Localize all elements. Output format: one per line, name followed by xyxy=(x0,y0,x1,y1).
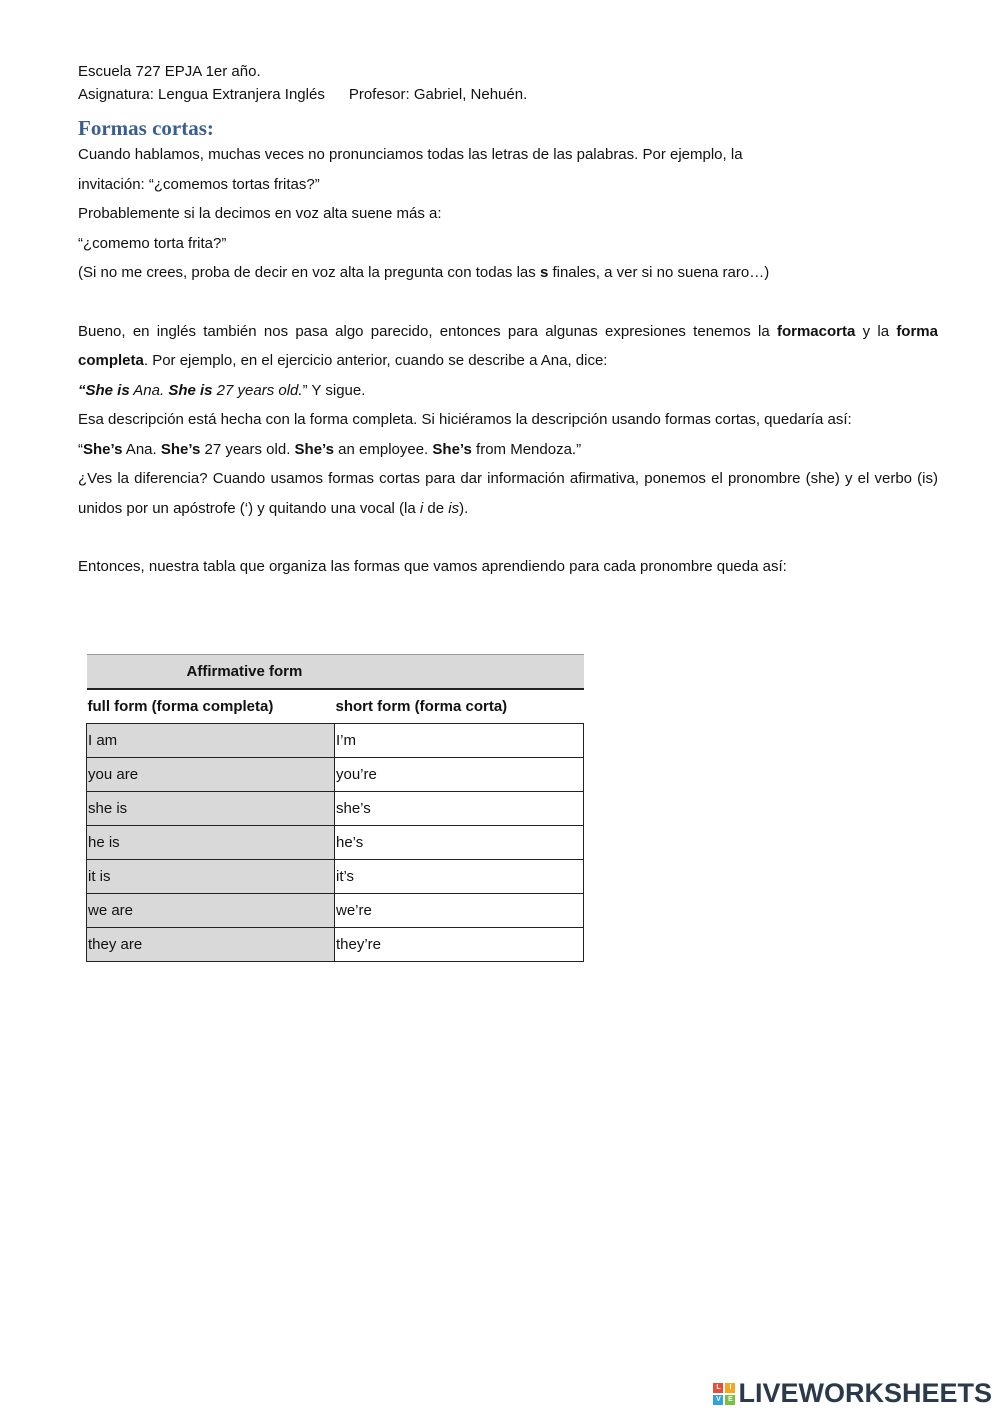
short-form-cell: they’re xyxy=(335,928,584,962)
full-form-cell: he is xyxy=(87,826,335,860)
paragraph-5: Entonces, nuestra tabla que organiza las formas que vamos aprendiendo para cada pronombre queda así: xyxy=(78,558,787,575)
p2-e: . Por ejemplo, en el ejercicio anterior, cuando se describe a Ana, dice: xyxy=(143,352,608,369)
short-form-cell: it’s xyxy=(335,860,584,894)
table-row xyxy=(87,826,584,860)
intro-line-1: Cuando hablamos, muchas veces no pronunciamos todas las letras de las palabras. Por ejemplo, la xyxy=(78,146,743,163)
worksheet-page xyxy=(78,60,938,582)
p4-is: is xyxy=(448,499,460,517)
q1-b: Ana. xyxy=(129,381,169,399)
table-row xyxy=(87,928,584,962)
teacher: Profesor: Gabriel, Nehuén. xyxy=(348,86,528,103)
p2-bold-formacorta: formacorta xyxy=(776,322,856,340)
table-header-row xyxy=(87,689,584,724)
paragraph-3: Esa descripción está hecha con la forma completa. Si hiciéramos la descripción usando formas cortas, quedaría así: xyxy=(78,411,852,428)
short-form-cell: he’s xyxy=(335,826,584,860)
brand-name: LIVEWORKSHEETS xyxy=(738,1378,992,1408)
full-form-cell: she is xyxy=(87,792,335,826)
table-row xyxy=(87,758,584,792)
intro-line-5-a: (Si no me crees, proba de decir en voz alta la pregunta con todas las xyxy=(78,264,540,281)
intro-line-5-bold: s xyxy=(539,264,549,281)
table-row xyxy=(87,860,584,894)
short-form-cell: we’re xyxy=(335,894,584,928)
q1-e: ” Y sigue. xyxy=(302,381,366,399)
table-caption-text: Affirmative form xyxy=(186,663,303,680)
intro-line-2: invitación: “¿comemos tortas fritas?” xyxy=(78,175,320,193)
p4-c: de xyxy=(423,499,449,517)
intro-paragraph xyxy=(78,140,938,288)
full-form-cell: you are xyxy=(87,758,335,792)
short-form-cell: you’re xyxy=(335,758,584,792)
section-title: Formas cortas: xyxy=(78,116,214,140)
paragraph-2 xyxy=(78,317,938,376)
q2-e: 27 years old. xyxy=(200,440,295,458)
q1-a: “She is xyxy=(78,381,130,399)
q2-b: She’s xyxy=(83,440,123,458)
intro-line-5-c: finales, a ver si no suena raro…) xyxy=(548,264,770,281)
p4-i: i xyxy=(419,499,424,517)
p2-c: y la xyxy=(855,322,897,340)
q2-i: from Mendoza.” xyxy=(471,440,582,458)
table-row xyxy=(87,792,584,826)
paragraph-4 xyxy=(78,464,938,523)
intro-line-4: “¿comemo torta frita?” xyxy=(78,234,227,252)
intro-line-3: Probablemente si la decimos en voz alta suene más a: xyxy=(78,205,442,222)
affirmative-forms-table xyxy=(86,654,584,962)
header-full-form: full form (forma completa) xyxy=(87,689,335,724)
liveworksheets-logo-icon xyxy=(713,1383,735,1405)
p2-a: Bueno, en inglés también nos pasa algo parecido, entonces para algunas expresiones tenemos la xyxy=(78,322,777,340)
full-form-cell: it is xyxy=(87,860,335,894)
q1-d: 27 years old. xyxy=(212,381,303,399)
q2-h: She’s xyxy=(432,440,472,458)
table-row xyxy=(87,894,584,928)
school-line: Escuela 727 EPJA 1er año. xyxy=(78,63,261,80)
table-caption xyxy=(87,655,584,690)
full-form-cell: I am xyxy=(87,724,335,758)
q1-c: She is xyxy=(168,381,213,399)
logo-tile-e: E xyxy=(725,1395,735,1405)
p2-bold-forma-completa: forma completa xyxy=(78,322,938,369)
header-short-form: short form (forma corta) xyxy=(335,689,584,724)
header xyxy=(78,60,938,106)
short-form-cell: I’m xyxy=(335,724,584,758)
p4-a: ¿Ves la diferencia? Cuando usamos formas cortas para dar información afirmativa, ponemos el pronombre (she) y el verbo (is) unidos por un apóstrofe (‘) y quitando una vocal (la xyxy=(78,470,938,517)
q2-a: “ xyxy=(78,440,83,458)
short-form-cell: she’s xyxy=(335,792,584,826)
p4-e: ). xyxy=(459,499,469,517)
subject: Asignatura: Lengua Extranjera Inglés xyxy=(78,86,325,103)
q2-c: Ana. xyxy=(122,440,161,458)
table-row xyxy=(87,724,584,758)
full-form-cell: they are xyxy=(87,928,335,962)
table-caption-row xyxy=(87,655,584,690)
logo-tile-l: L xyxy=(713,1383,723,1393)
q2-g: an employee. xyxy=(334,440,433,458)
quote-short-form xyxy=(78,435,938,465)
intro-line-5 xyxy=(78,258,938,288)
liveworksheets-brand[interactable] xyxy=(713,1378,992,1409)
logo-tile-i: I xyxy=(725,1383,735,1393)
quote-full-form xyxy=(78,376,938,406)
q2-d: She’s xyxy=(160,440,201,458)
subject-line xyxy=(78,83,938,106)
full-form-cell: we are xyxy=(87,894,335,928)
logo-tile-v: V xyxy=(713,1395,723,1405)
q2-f: She’s xyxy=(294,440,334,458)
